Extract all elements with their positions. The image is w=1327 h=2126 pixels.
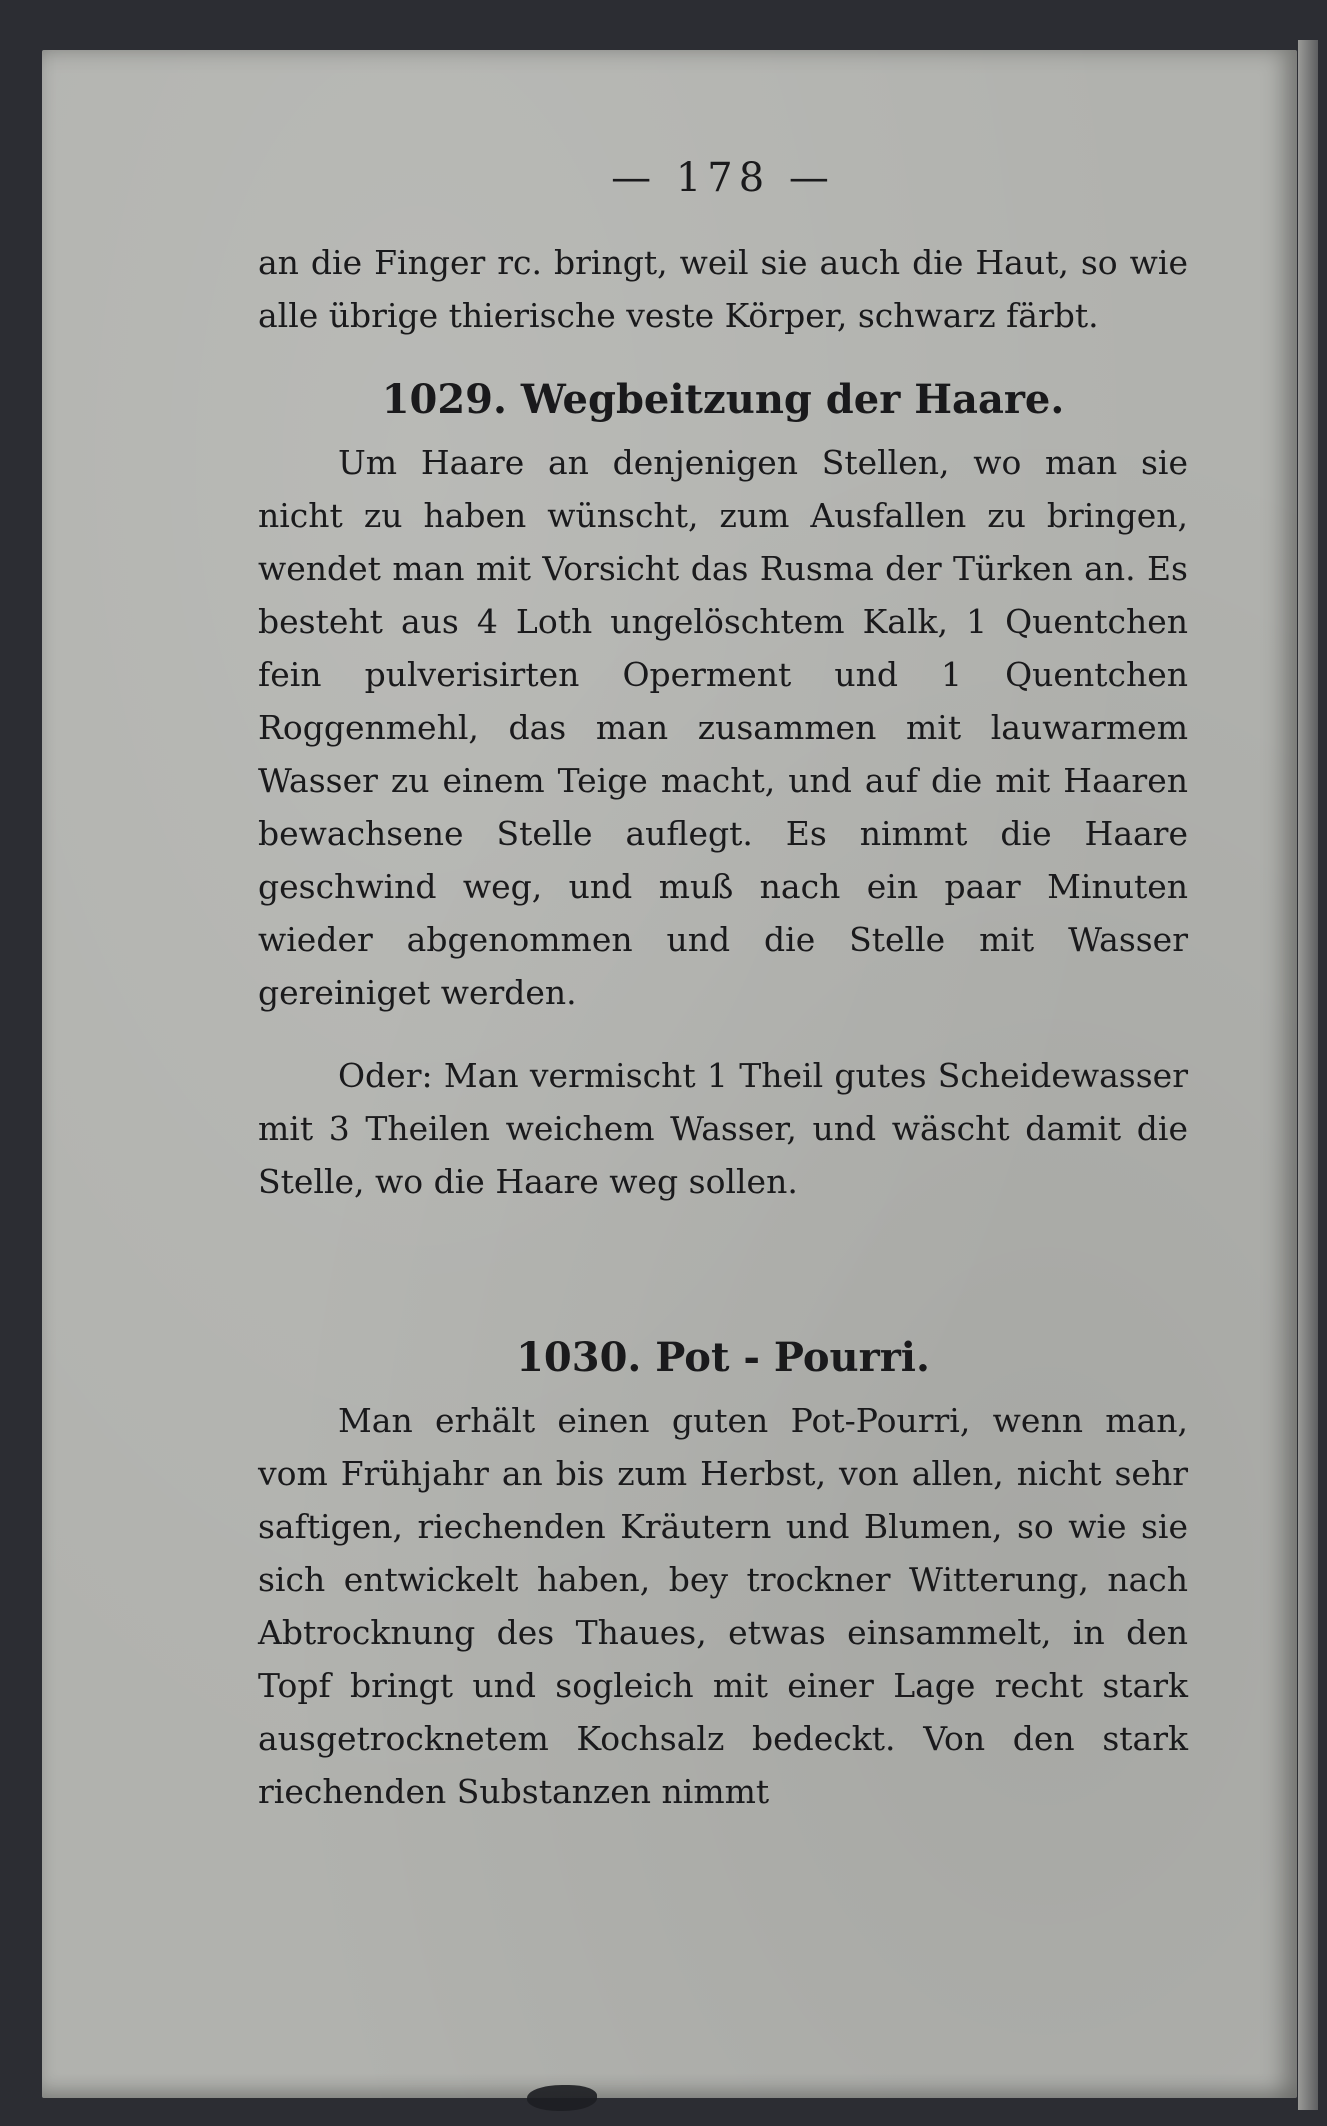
section-heading-1029: 1029. Wegbeitzung der Haare. xyxy=(381,376,1065,423)
section-heading-1030: 1030. Pot - Pourri. xyxy=(516,1334,930,1381)
section-1029-paragraph-2: Oder: Man vermischt 1 Theil gutes Scheidewasser mit 3 Theilen weichem Wasser, und wäscht damit die Stelle, wo die Haare weg sollen. xyxy=(258,1056,1188,1201)
page-number: — 178 — xyxy=(611,155,835,201)
page-text xyxy=(258,150,1188,1818)
continuation-paragraph: an die Finger rc. bringt, weil sie auch die Haut, so wie alle übrige thierische veste Körper, schwarz färbt. xyxy=(258,243,1188,335)
section-1030-paragraph-1: Man erhält einen guten Pot-Pourri, wenn man, vom Frühjahr an bis zum Herbst, von allen, nicht sehr saftigen, riechenden Kräutern und Blumen, so wie sie sich entwickelt haben, bey trockner Witterung, nach Abtrocknung des Thaues, etwas einsammelt, in den Topf bringt und sogleich mit einer Lage recht stark ausgetrocknetem Kochsalz bedeckt. Von den stark riechenden Substanzen nimmt xyxy=(258,1401,1188,1811)
section-1029-paragraph-1: Um Haare an denjenigen Stellen, wo man sie nicht zu haben wünscht, zum Ausfallen zu bringen, wendet man mit Vorsicht das Rusma der Türken an. Es besteht aus 4 Loth ungelöschtem Kalk, 1 Quentchen fein pulverisirten Operment und 1 Quentchen Roggenmehl, das man zusammen mit lauwarmem Wasser zu einem Teige macht, und auf die mit Haaren bewachsene Stelle auflegt. Es nimmt die Haare geschwind weg, und muß nach ein paar Minuten wieder abgenommen und die Stelle mit Wasser gereiniget werden. xyxy=(258,443,1188,1012)
page-edge xyxy=(1298,40,1318,2110)
ink-smudge xyxy=(527,2085,597,2111)
